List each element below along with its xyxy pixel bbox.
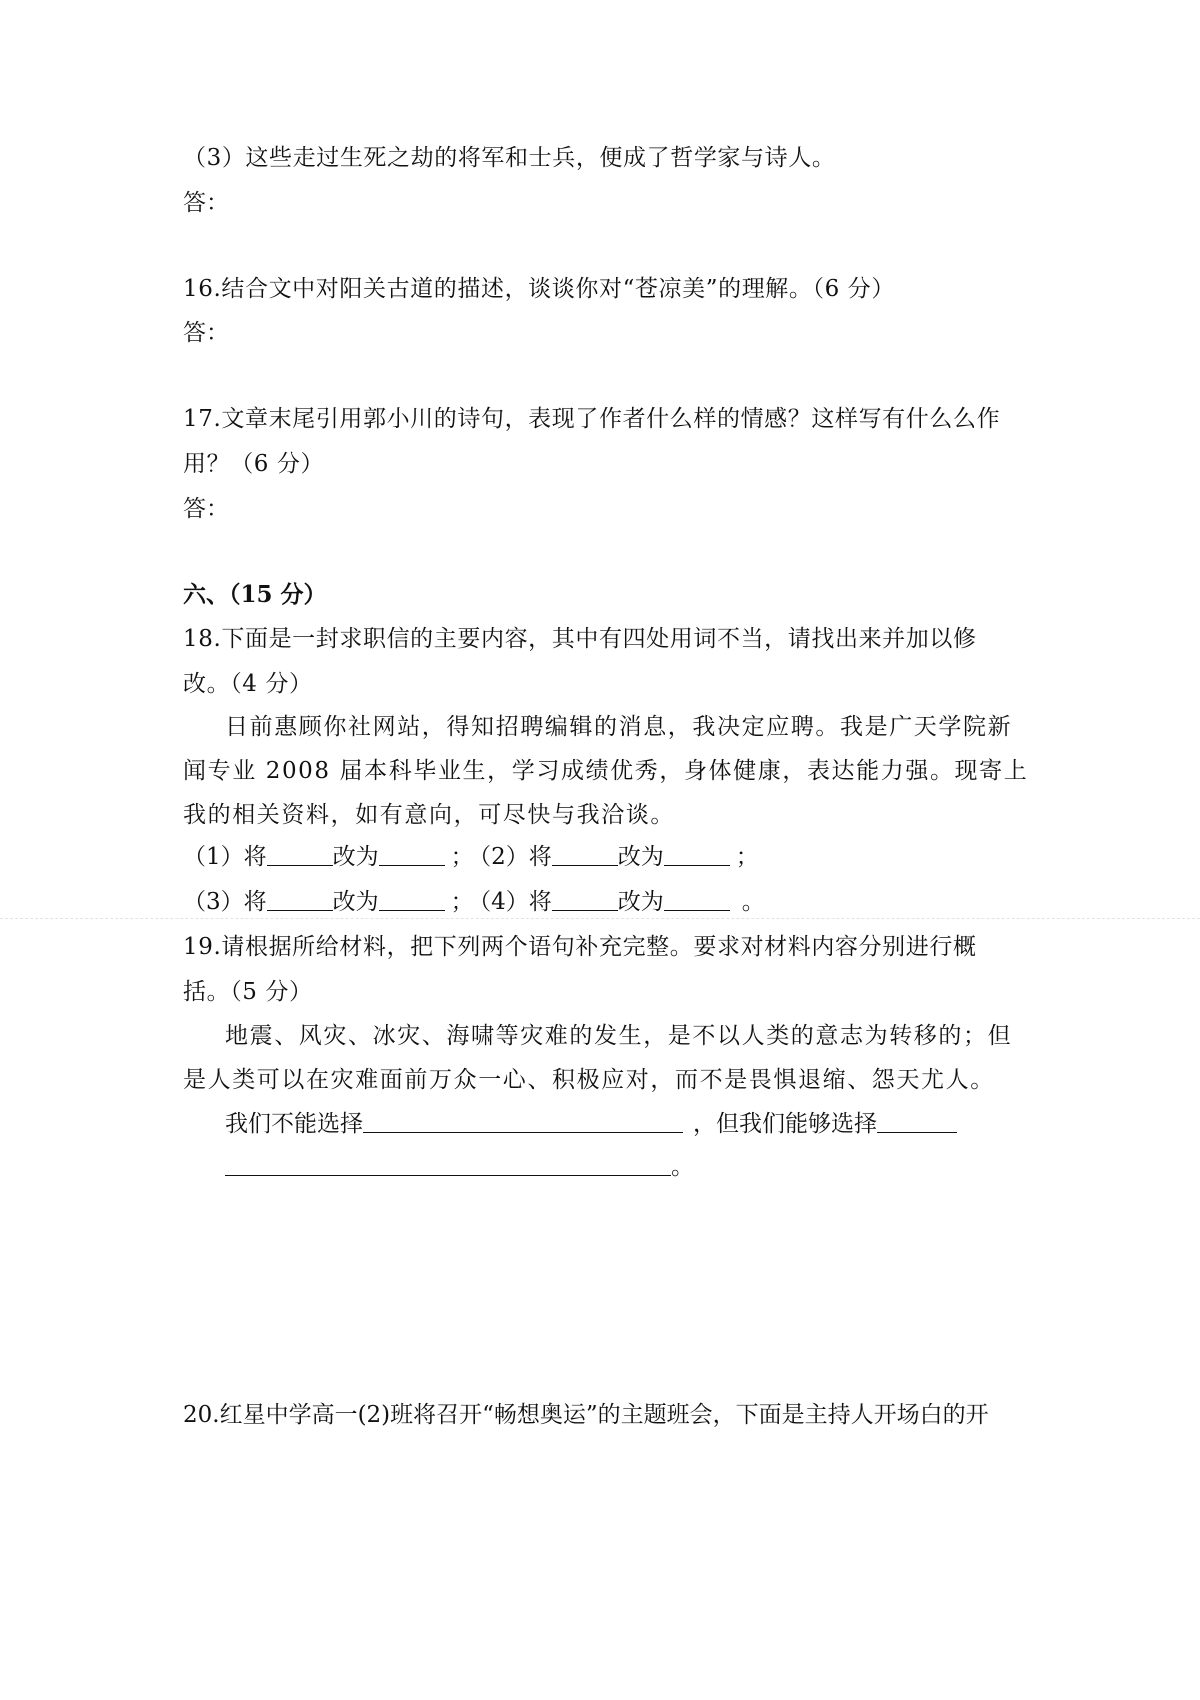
fill-blank-2a[interactable] xyxy=(552,843,618,866)
q19-fill-prefix: 我们不能选择 xyxy=(225,1111,363,1137)
fill-blank-4a[interactable] xyxy=(552,888,618,911)
fill-change-to: 改为 xyxy=(617,844,664,870)
q15-answer-label: 答： xyxy=(183,190,229,216)
q18-passage-line-3: 我的相关资料，如有意向，可尽快与我洽谈。 xyxy=(183,802,675,828)
q16-answer-label: 答： xyxy=(183,320,229,346)
q19-fill-row-1 xyxy=(225,1109,1023,1139)
q19-fill-period: 。 xyxy=(671,1154,694,1180)
q16-prompt: 16.结合文中对阳关古道的描述，谈谈你对“苍凉美”的理解。（6 分） xyxy=(183,276,895,302)
q19-fill-middle: ，但我们能够选择 xyxy=(693,1111,877,1137)
fill-blank-1a[interactable] xyxy=(267,843,333,866)
q15-item-3: （3）这些走过生死之劫的将军和士兵，便成了哲学家与诗人。 xyxy=(183,145,836,171)
fill-blank-1b[interactable] xyxy=(379,843,445,866)
q19-passage-line-2: 是人类可以在灾难面前万众一心、积极应对，而不是畏惧退缩、怨天尤人。 xyxy=(183,1067,995,1093)
fill-change-to: 改为 xyxy=(332,844,379,870)
fill-blank-3b[interactable] xyxy=(379,888,445,911)
fill-blank-2b[interactable] xyxy=(664,843,730,866)
q19-blank-2-start[interactable] xyxy=(877,1110,957,1133)
fill-period: 。 xyxy=(741,889,765,915)
q17-prompt-line-2: 用？（6 分） xyxy=(183,451,325,477)
fill-label-3: （3）将 xyxy=(183,889,267,915)
q19-passage-line-1: 地震、风灾、冰灾、海啸等灾难的发生，是不以人类的意志为转移的；但 xyxy=(225,1023,1013,1049)
q18-fill-row-1 xyxy=(183,842,1023,872)
q20-prompt-line-1: 20.红星中学高一(2)班将召开“畅想奥运”的主题班会，下面是主持人开场白的开 xyxy=(183,1402,989,1428)
section-six-heading: 六、（15 分） xyxy=(183,581,327,608)
page-fold-divider xyxy=(0,918,1200,919)
fill-blank-3a[interactable] xyxy=(267,888,333,911)
q18-prompt-line-1: 18.下面是一封求职信的主要内容，其中有四处用词不当，请找出来并加以修 xyxy=(183,626,977,652)
q18-prompt-line-2: 改。（4 分） xyxy=(183,671,313,697)
q18-passage-line-1: 日前惠顾你社网站，得知招聘编辑的消息，我决定应聘。我是广天学院新 xyxy=(225,714,1013,740)
q17-answer-label: 答： xyxy=(183,496,229,522)
q19-blank-1[interactable] xyxy=(363,1110,683,1133)
fill-change-to: 改为 xyxy=(617,889,664,915)
fill-label-2: （2）将 xyxy=(479,844,552,870)
q19-blank-2-cont[interactable] xyxy=(225,1153,671,1176)
q19-fill-row-2 xyxy=(225,1152,1023,1182)
fill-semicolon: ； xyxy=(450,889,474,915)
fill-semicolon: ； xyxy=(735,844,759,870)
q18-passage-line-2: 闻专业 2008 届本科毕业生，学习成绩优秀，身体健康，表达能力强。现寄上 xyxy=(183,758,1029,784)
q19-prompt-line-2: 括。（5 分） xyxy=(183,979,313,1005)
fill-label-1: （1）将 xyxy=(183,844,267,870)
fill-semicolon: ； xyxy=(450,844,474,870)
q19-prompt-line-1: 19.请根据所给材料，把下列两个语句补充完整。要求对材料内容分别进行概 xyxy=(183,934,977,960)
fill-change-to: 改为 xyxy=(332,889,379,915)
fill-blank-4b[interactable] xyxy=(664,888,730,911)
fill-label-4: （4）将 xyxy=(479,889,552,915)
q18-fill-row-2 xyxy=(183,887,1023,917)
q17-prompt-line-1: 17.文章末尾引用郭小川的诗句，表现了作者什么样的情感？这样写有什么么作 xyxy=(183,406,1001,432)
